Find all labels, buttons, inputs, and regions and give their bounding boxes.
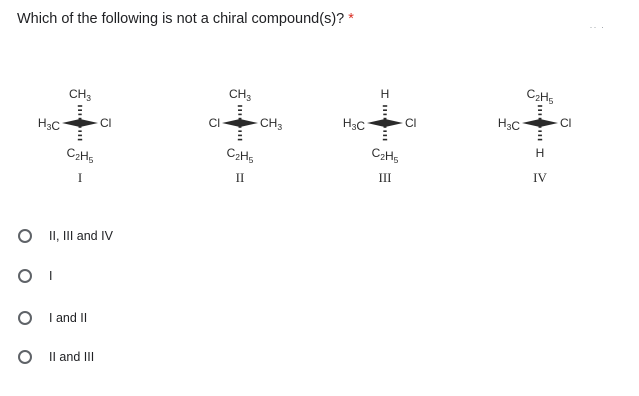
radio-button[interactable]	[18, 269, 32, 283]
question-title	[17, 11, 354, 27]
left-wedge-bond	[522, 119, 540, 127]
bottom-substituent: $C_2H_5$	[371, 146, 399, 165]
left-substituent: $H_3C$	[37, 116, 60, 133]
structure-1	[38, 87, 111, 185]
top-substituent: $C_2H_5$	[526, 87, 554, 106]
option-i[interactable]	[18, 269, 52, 283]
left-substituent: $H_3C$	[497, 116, 520, 133]
right-substituent: Cl	[560, 116, 572, 130]
structure-numeral: I	[77, 170, 83, 185]
left-substituent: Cl	[208, 116, 220, 130]
structure-numeral: II	[235, 170, 245, 185]
option-label: II, III and IV	[49, 229, 113, 243]
structures-drawing	[0, 60, 639, 200]
bottom-substituent: $C_2H_5$	[66, 146, 94, 165]
option-i-ii[interactable]	[18, 311, 87, 325]
structure-numeral: III	[378, 170, 392, 185]
radio-button[interactable]	[18, 229, 32, 243]
structure-4	[498, 87, 571, 185]
left-substituent: $H_3C$	[342, 116, 365, 133]
structure-numeral: IV	[533, 170, 547, 185]
corner-mark: ·· ·	[589, 22, 605, 32]
top-substituent: H	[380, 87, 390, 101]
right-wedge-bond	[385, 119, 403, 127]
structure-3	[343, 87, 416, 185]
right-wedge-bond	[80, 119, 98, 127]
right-wedge-bond	[540, 119, 558, 127]
radio-button[interactable]	[18, 311, 32, 325]
option-ii-iii[interactable]	[18, 350, 94, 364]
structure-2	[209, 87, 283, 185]
left-wedge-bond	[222, 119, 240, 127]
right-substituent: $CH_3$	[260, 116, 283, 132]
question-text: Which of the following is not a chiral compound(s)?	[17, 11, 345, 27]
option-label: II and III	[49, 350, 95, 364]
left-wedge-bond	[367, 119, 385, 127]
top-substituent: $CH_3$	[228, 87, 252, 103]
right-substituent: Cl	[405, 116, 417, 130]
option-label: I and II	[49, 311, 88, 325]
left-wedge-bond	[62, 119, 80, 127]
bottom-substituent: $C_2H_5$	[226, 146, 254, 165]
option-label: I	[49, 269, 53, 283]
right-substituent: Cl	[100, 116, 112, 130]
required-asterisk: *	[348, 11, 354, 27]
structures-panel	[0, 60, 639, 200]
bottom-substituent: H	[535, 146, 545, 160]
option-ii-iii-iv[interactable]	[18, 229, 113, 243]
radio-button[interactable]	[18, 350, 32, 364]
right-wedge-bond	[240, 119, 258, 127]
top-substituent: $CH_3$	[68, 87, 92, 103]
